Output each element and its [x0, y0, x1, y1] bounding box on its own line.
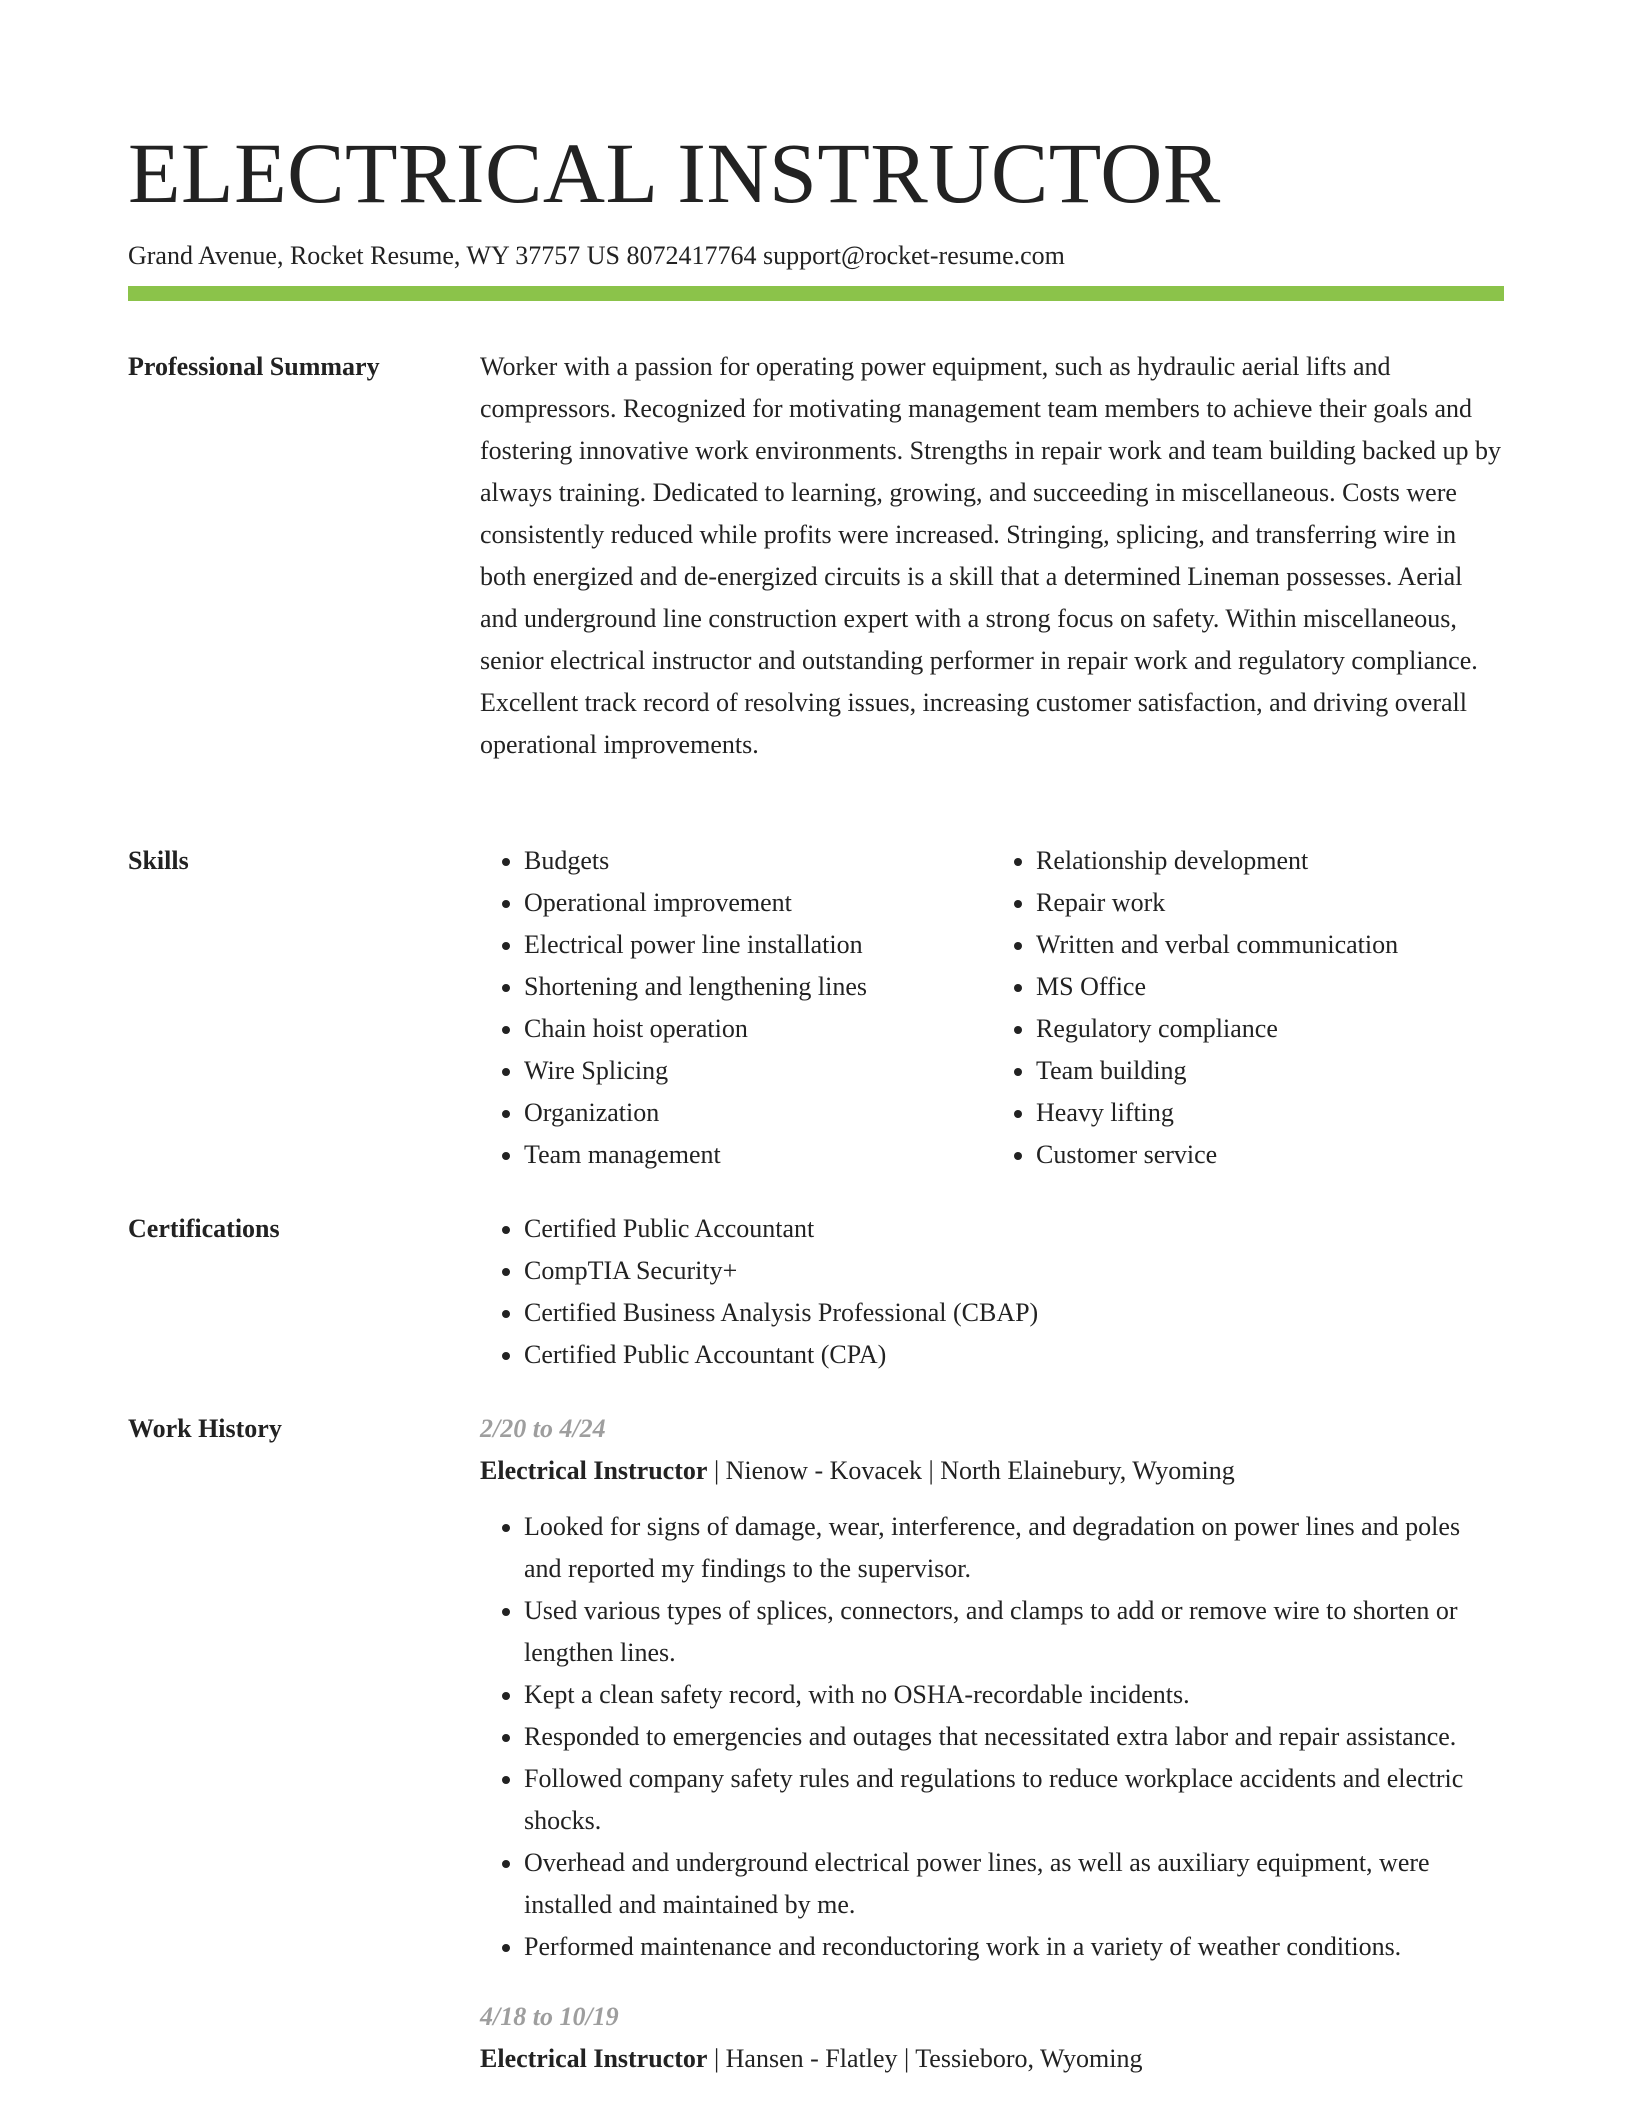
- skill-item: • Customer service: [1036, 1134, 1504, 1176]
- job-bullet: • Used various types of splices, connectors, and clamps to add or remove wire to shorten or lengthen lines.: [524, 1590, 1504, 1674]
- skills-list-right: [992, 840, 1504, 1176]
- skill-item: • Shortening and lengthening lines: [524, 966, 992, 1008]
- summary-section: [128, 346, 1504, 766]
- job-bullet: • Performed maintenance and reconductoring work in a variety of weather conditions.: [524, 1926, 1504, 1968]
- skill-item: • Electrical power line installation: [524, 924, 992, 966]
- skill-item: • Repair work: [1036, 882, 1504, 924]
- job-heading: [480, 1450, 1504, 1492]
- skill-item: • Written and verbal communication: [1036, 924, 1504, 966]
- section-label: Work History: [128, 1414, 282, 1443]
- skill-item: • Chain hoist operation: [524, 1008, 992, 1050]
- skill-item: • Operational improvement: [524, 882, 992, 924]
- job-dates: 2/20 to 4/24: [480, 1414, 606, 1443]
- job-employer-location: | Hansen - Flatley | Tessieboro, Wyoming: [707, 2044, 1143, 2073]
- job-bullets: [480, 1506, 1504, 1968]
- job-entry: [480, 1408, 1504, 1968]
- skills-section: [128, 840, 1504, 1176]
- work-history-section: [128, 1408, 1504, 2094]
- skill-item: • Relationship development: [1036, 840, 1504, 882]
- skill-item: • Team management: [524, 1134, 992, 1176]
- job-entry: [480, 1996, 1504, 2080]
- skill-item: • MS Office: [1036, 966, 1504, 1008]
- job-bullet: • Overhead and underground electrical power lines, as well as auxiliary equipment, were installed and maintained by me.: [524, 1842, 1504, 1926]
- skill-item: • Wire Splicing: [524, 1050, 992, 1092]
- section-label: Skills: [128, 846, 189, 875]
- summary-text: Worker with a passion for operating power equipment, such as hydraulic aerial lifts and compressors. Recognized for motivating management team members to achieve their goals and fostering innovative work environments. Strengths in repair work and team building backed up by always training. Dedicated to learning, growing, and succeeding in miscellaneous. Costs were consistently reduced while profits were increased. Stringing, splicing, and transferring wire in both energized and de-energized circuits is a skill that a determined Lineman possesses. Aerial and underground line construction expert with a strong focus on safety. Within miscellaneous, senior electrical instructor and outstanding performer in repair work and regulatory compliance. Excellent track record of resolving issues, increasing customer satisfaction, and driving overall operational improvements.: [480, 352, 1501, 759]
- skill-item: • Organization: [524, 1092, 992, 1134]
- section-label: Professional Summary: [128, 352, 380, 381]
- job-title: Electrical Instructor: [480, 1456, 708, 1485]
- contact-line: Grand Avenue, Rocket Resume, WY 37757 US 8072417764 support@rocket-resume.com: [128, 241, 1065, 270]
- certifications-section: [128, 1208, 1504, 1376]
- job-bullet: • Followed company safety rules and regulations to reduce workplace accidents and electric shocks.: [524, 1758, 1504, 1842]
- skills-grid: [480, 840, 1504, 1176]
- certification-item: • Certified Public Accountant: [524, 1208, 1504, 1250]
- job-bullet: • Responded to emergencies and outages that necessitated extra labor and repair assistance.: [524, 1716, 1504, 1758]
- skill-item: • Team building: [1036, 1050, 1504, 1092]
- job-dates: 4/18 to 10/19: [480, 2002, 619, 2031]
- job-heading: [480, 2038, 1504, 2080]
- resume-name: ELECTRICAL INSTRUCTOR: [128, 125, 1221, 221]
- job-bullet: • Looked for signs of damage, wear, interference, and degradation on power lines and poles and reported my findings to the supervisor.: [524, 1506, 1504, 1590]
- resume-header: [128, 118, 1504, 274]
- certification-item: • Certified Public Accountant (CPA): [524, 1334, 1504, 1376]
- job-employer-location: | Nienow - Kovacek | North Elainebury, Wyoming: [707, 1456, 1235, 1485]
- skill-item: • Heavy lifting: [1036, 1092, 1504, 1134]
- skills-list-left: [480, 840, 992, 1176]
- accent-divider: [128, 286, 1504, 301]
- job-title: Electrical Instructor: [480, 2044, 708, 2073]
- job-bullet: • Kept a clean safety record, with no OSHA-recordable incidents.: [524, 1674, 1504, 1716]
- skill-item: • Budgets: [524, 840, 992, 882]
- certifications-list: [480, 1208, 1504, 1376]
- section-label: Certifications: [128, 1214, 280, 1243]
- certification-item: • CompTIA Security+: [524, 1250, 1504, 1292]
- certification-item: • Certified Business Analysis Professional (CBAP): [524, 1292, 1504, 1334]
- skill-item: • Regulatory compliance: [1036, 1008, 1504, 1050]
